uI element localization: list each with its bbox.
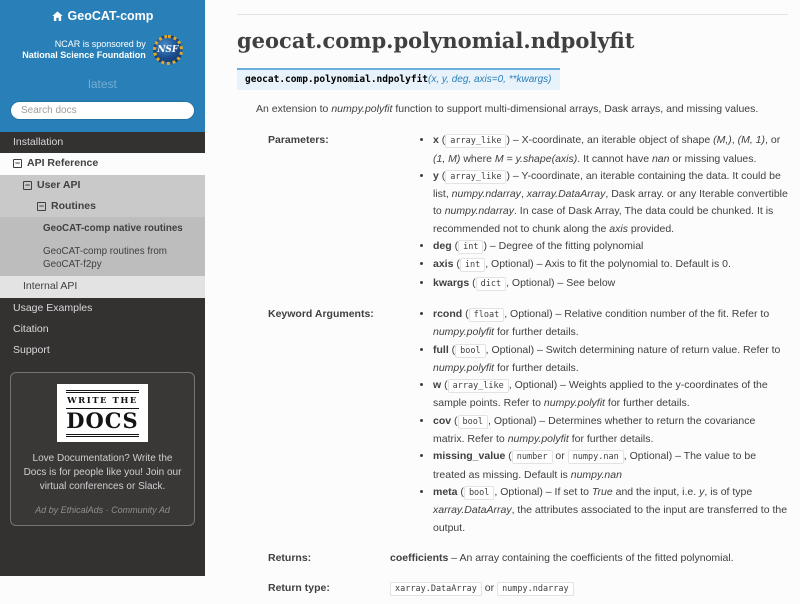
- signature-params: (x, y, deg, axis=0, **kwargs): [428, 74, 552, 85]
- write-the-docs-logo-top: WRITE THE: [66, 390, 138, 409]
- field-row: [256, 543, 788, 573]
- field-label: Parameters:: [268, 134, 329, 147]
- field-body: xarray.DataArray or numpy.ndarray: [390, 580, 788, 598]
- main-content: [205, 0, 800, 595]
- code-literal: array_like: [445, 170, 506, 184]
- code-literal: bool: [458, 415, 488, 429]
- code-literal: bool: [464, 486, 494, 500]
- sidebar-item-internal-api[interactable]: [0, 276, 205, 297]
- sidebar-item-usage-examples[interactable]: [0, 298, 205, 319]
- ad-footer-separator: ·: [103, 504, 112, 515]
- parameter-list: [390, 132, 788, 293]
- sidebar-item-label: Support: [13, 344, 50, 357]
- function-summary: An extension to numpy.polyfit function to support multi-dimensional arrays, Dask arrays, and missing values.: [256, 103, 759, 115]
- parameter-item: • y ( array_like ) – Y-coordinate, an iterable containing the data. It could be list, numpy.ndarray, xarray.DataArray, Dask array. or any Iterable convertible to numpy.ndarray. In case of Dask Array, The data could be chunked. It is recommended not to chunk along the axis provided.: [433, 168, 788, 238]
- field-row: [256, 573, 788, 604]
- collapse-minus-icon[interactable]: −: [14, 158, 21, 169]
- brand-title: GeoCAT-comp: [67, 9, 154, 23]
- parameter-item: • kwargs ( dict , Optional) – See below: [433, 275, 788, 293]
- field-body: [390, 132, 788, 293]
- nsf-logo-link[interactable]: [6, 35, 199, 65]
- parameter-item: • rcond ( float , Optional) – Relative condition number of the fit. Refer to numpy.polyfit for further details.: [433, 306, 788, 342]
- code-literal: numpy.nan: [568, 450, 624, 464]
- sidebar-item-label: Usage Examples: [13, 301, 93, 314]
- parameter-item: • meta ( bool , Optional) – If set to True and the input, i.e. y, is of type xarray.DataArray, the attributes associated to the input are transferred to the output.: [433, 484, 788, 537]
- ad-box: [10, 372, 195, 526]
- code-literal: bool: [455, 344, 485, 358]
- nsf-badge-icon: NSF: [153, 35, 183, 65]
- sidebar-item-geocat-comp-native-routines[interactable]: [0, 217, 205, 240]
- sidebar-item-label: Installation: [13, 136, 64, 148]
- search-row: [0, 100, 205, 120]
- function-signature: [237, 68, 560, 90]
- sidebar-nav: [0, 132, 205, 362]
- ethicalads-link[interactable]: Ad by EthicalAds: [35, 504, 104, 515]
- field-list: [256, 125, 788, 604]
- sidebar-item-support[interactable]: [0, 340, 205, 361]
- field-row: [256, 299, 788, 543]
- parameter-item: • w ( array_like , Optional) – Weights applied to the y-coordinates of the sample points. Refer to numpy.polyfit for further details.: [433, 377, 788, 413]
- field-label: Keyword Arguments:: [268, 307, 374, 320]
- sidebar-item-citation[interactable]: [0, 319, 205, 340]
- sidebar-item-api-reference[interactable]: [0, 153, 205, 174]
- code-literal: int: [460, 258, 485, 272]
- parameter-item: • x ( array_like ) – X-coordinate, an iterable object of shape (M,), (M, 1), or (1, M) where M = y.shape(axis). It cannot have nan or missing values.: [433, 132, 788, 168]
- parameter-item: • missing_value ( number or numpy.nan , Optional) – The value to be treated as missing. Default is numpy.nan: [433, 448, 788, 484]
- nsf-logo-caption: NCAR is sponsored by National Science Foundation: [22, 39, 146, 60]
- parameter-item: • axis ( int , Optional) – Axis to fit the polynomial to. Default is 0.: [433, 256, 788, 274]
- field-row: [256, 125, 788, 299]
- sidebar-item-label: GeoCAT-comp native routines: [43, 223, 183, 235]
- code-literal: numpy.ndarray: [497, 582, 574, 596]
- parameter-list: [390, 306, 788, 537]
- code-literal: array_like: [448, 379, 509, 393]
- sidebar: [0, 0, 205, 576]
- sidebar-item-label: API Reference: [27, 157, 99, 170]
- sidebar-item-label: Internal API: [23, 280, 78, 293]
- sidebar-item-installation[interactable]: [0, 132, 205, 153]
- search-input[interactable]: [10, 101, 195, 120]
- function-doc-body: [256, 101, 788, 604]
- collapse-minus-icon[interactable]: −: [24, 179, 31, 190]
- ad-text: Love Documentation? Write the Docs is for people like you! Join our virtual conferences or Slack.: [23, 452, 182, 492]
- collapse-minus-icon[interactable]: −: [38, 200, 45, 211]
- write-the-docs-logo[interactable]: [57, 384, 147, 442]
- home-link[interactable]: [0, 0, 205, 27]
- field-body: [390, 306, 788, 537]
- sidebar-item-user-api[interactable]: [0, 175, 205, 196]
- code-literal: float: [469, 308, 505, 322]
- sidebar-item-geocat-comp-routines-from-geocat-f2py[interactable]: [0, 240, 205, 276]
- field-label: Returns:: [268, 551, 312, 564]
- page-title: geocat.comp.polynomial.ndpolyfit: [237, 28, 635, 53]
- sidebar-item-label: User API: [37, 178, 81, 191]
- write-the-docs-logo-big: DOCS: [66, 409, 138, 437]
- sidebar-item-label: Routines: [51, 199, 96, 212]
- signature-name: geocat.comp.polynomial.ndpolyfit: [245, 74, 429, 85]
- community-ad-link[interactable]: Community Ad: [111, 504, 170, 515]
- sidebar-item-label: GeoCAT-comp routines from GeoCAT-f2py: [43, 246, 167, 271]
- code-literal: xarray.DataArray: [390, 582, 482, 596]
- home-icon: [52, 11, 63, 22]
- version-label: latest: [88, 77, 117, 91]
- field-label: Return type:: [268, 582, 330, 595]
- parameter-item: • deg ( int ) – Degree of the fitting polynomial: [433, 238, 788, 256]
- sidebar-item-label: Citation: [13, 322, 49, 335]
- code-literal: dict: [476, 277, 506, 291]
- breadcrumb-divider: [237, 14, 788, 15]
- code-literal: array_like: [445, 134, 506, 148]
- field-body: coefficients – An array containing the coefficients of the fitted polynomial.: [390, 551, 734, 564]
- parameter-item: • cov ( bool , Optional) – Determines whether to return the covariance matrix. Refer to numpy.polyfit for further details.: [433, 413, 788, 449]
- ad-footer: [23, 505, 182, 515]
- sidebar-item-routines[interactable]: [0, 196, 205, 217]
- code-literal: int: [458, 240, 483, 254]
- sidebar-header: [0, 0, 205, 132]
- code-literal: number: [512, 450, 553, 464]
- parameter-item: • full ( bool , Optional) – Switch determining nature of return value. Refer to numpy.polyfit for further details.: [433, 342, 788, 378]
